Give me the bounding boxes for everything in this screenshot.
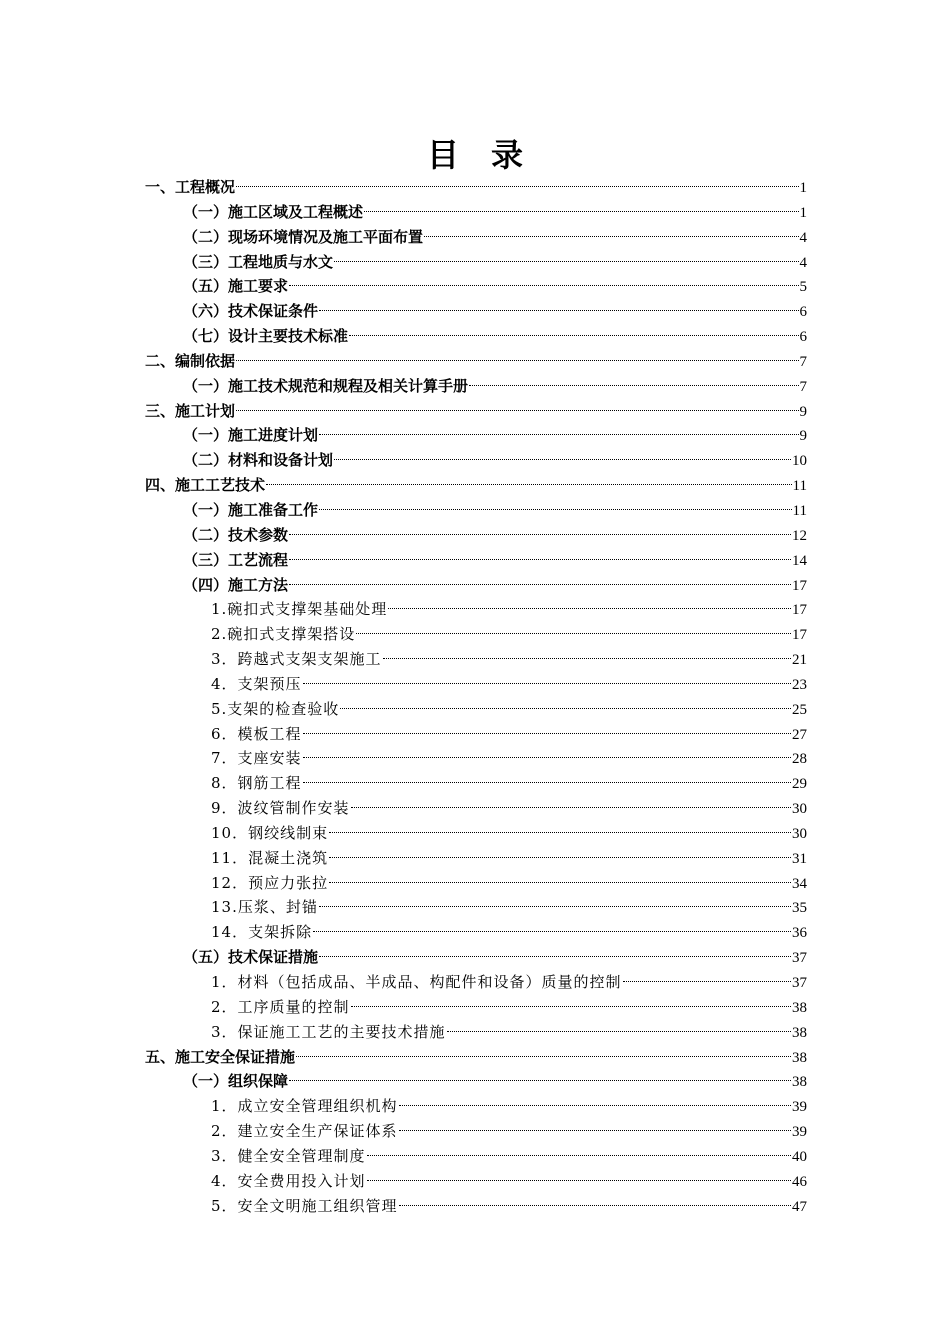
- dot-leader: [399, 1205, 791, 1206]
- toc-entry-page-number: 5: [799, 279, 807, 296]
- toc-entry[interactable]: [145, 871, 807, 896]
- toc-entry-label: 二、编制依据: [145, 351, 236, 370]
- toc-entry-page-number: 31: [792, 850, 807, 867]
- dot-leader: [303, 782, 791, 783]
- toc-entry[interactable]: [145, 796, 807, 821]
- toc-entry[interactable]: [145, 399, 807, 424]
- toc-entry-label: 4．安全费用投入计划: [211, 1171, 366, 1190]
- toc-entry[interactable]: [145, 473, 807, 498]
- dot-leader: [349, 335, 798, 336]
- toc-entry-label: 9．波纹管制作安装: [211, 799, 350, 818]
- toc-entry-label: 1.碗扣式支撑架基础处理: [211, 600, 388, 619]
- toc-entry-page-number: 38: [792, 1049, 807, 1066]
- toc-entry-label: 2．建立安全生产保证体系: [211, 1122, 398, 1141]
- toc-entry[interactable]: [145, 697, 807, 722]
- toc-entry-label: 五、施工安全保证措施: [145, 1047, 296, 1066]
- toc-entry-label: 1．材料（包括成品、半成品、构配件和设备）质量的控制: [211, 973, 622, 991]
- toc-entry-label: 1．成立安全管理组织机构: [211, 1097, 398, 1116]
- dot-leader: [340, 708, 791, 709]
- toc-entry-page-number: 46: [792, 1173, 807, 1190]
- dot-leader: [319, 310, 798, 311]
- toc-entry-label: （三）工艺流程: [183, 550, 289, 569]
- toc-entry-page-number: 40: [792, 1148, 807, 1165]
- dot-leader: [469, 385, 798, 386]
- toc-entry-page-number: 30: [792, 825, 807, 842]
- dot-leader: [356, 633, 791, 634]
- toc-entry-page-number: 1: [799, 180, 807, 196]
- dot-leader: [313, 931, 791, 932]
- dot-leader: [319, 956, 791, 957]
- toc-entry[interactable]: [145, 498, 807, 523]
- dot-leader: [319, 434, 798, 435]
- toc-entry[interactable]: [145, 597, 807, 622]
- toc-entry-label: 5.支架的检查验收: [211, 699, 340, 718]
- toc-entry-page-number: 4: [799, 229, 807, 246]
- toc-entry-label: 14．支架拆除: [211, 923, 313, 942]
- toc-entry-label: （二）技术参数: [183, 525, 289, 544]
- toc-entry[interactable]: [145, 746, 807, 771]
- toc-entry-page-number: 11: [792, 478, 807, 495]
- toc-entry-page-number: 11: [792, 502, 807, 519]
- toc-entry[interactable]: [145, 1094, 807, 1119]
- toc-entry-page-number: 6: [799, 304, 807, 321]
- toc-entry-label: （二）现场环境情况及施工平面布置: [183, 227, 424, 246]
- toc-entry[interactable]: [145, 970, 807, 995]
- toc-entry-page-number: 35: [792, 900, 807, 917]
- toc-entry[interactable]: [145, 1169, 807, 1194]
- dot-leader: [364, 211, 798, 212]
- toc-entry-page-number: 17: [792, 627, 807, 644]
- dot-leader: [351, 807, 791, 808]
- toc-entry-page-number: 36: [792, 925, 807, 942]
- toc-entry[interactable]: [145, 722, 807, 747]
- toc-entry[interactable]: [145, 250, 807, 275]
- dot-leader: [289, 559, 791, 560]
- dot-leader: [319, 509, 792, 510]
- dot-leader: [296, 1056, 791, 1057]
- toc-entry[interactable]: [145, 200, 807, 225]
- toc-entry-page-number: 38: [792, 1074, 807, 1091]
- dot-leader: [303, 757, 791, 758]
- toc-entry-label: 5．安全文明施工组织管理: [211, 1196, 398, 1215]
- toc-entry[interactable]: [145, 349, 807, 374]
- toc-entry[interactable]: [145, 846, 807, 871]
- toc-entry-page-number: 28: [792, 751, 807, 768]
- toc-entry[interactable]: [145, 1119, 807, 1144]
- toc-entry[interactable]: [145, 523, 807, 548]
- dot-leader: [236, 186, 798, 187]
- toc-entry[interactable]: [145, 573, 807, 598]
- dot-leader: [329, 832, 791, 833]
- toc-entry-page-number: 6: [799, 329, 807, 346]
- toc-entry-label: （七）设计主要技术标准: [183, 327, 349, 346]
- toc-entry-label: （六）技术保证条件: [183, 302, 319, 321]
- dot-leader: [329, 857, 791, 858]
- toc-entry[interactable]: [145, 548, 807, 573]
- toc-entry-page-number: 21: [792, 652, 807, 669]
- toc-entry-page-number: 34: [792, 875, 807, 892]
- toc-entry[interactable]: [145, 1069, 807, 1094]
- toc-entry-label: （一）施工技术规范和规程及相关计算手册: [183, 376, 469, 395]
- dot-leader: [266, 484, 792, 485]
- toc-entry-label: 11．混凝土浇筑: [211, 848, 329, 867]
- toc-entry-label: 7．支座安装: [211, 749, 302, 768]
- toc-entry[interactable]: [145, 274, 807, 299]
- toc-entry[interactable]: [145, 175, 807, 200]
- toc-entry-label: （四）施工方法: [183, 575, 289, 594]
- toc-entry-page-number: 9: [799, 428, 807, 445]
- toc-entry-label: 8．钢筋工程: [211, 774, 302, 793]
- toc-entry-label: （五）施工要求: [183, 277, 289, 296]
- toc-entry-label: 四、施工工艺技术: [145, 476, 266, 495]
- toc-entry-page-number: 1: [799, 204, 807, 221]
- toc-entry-label: 三、施工计划: [145, 401, 236, 420]
- toc-entry-page-number: 39: [792, 1099, 807, 1116]
- dot-leader: [334, 459, 791, 460]
- toc-entry-label: 6．模板工程: [211, 724, 302, 743]
- toc-entry-label: 13.压浆、封锚: [211, 898, 318, 917]
- dot-leader: [303, 733, 791, 734]
- toc-entry-page-number: 17: [792, 602, 807, 619]
- toc-entry[interactable]: [145, 895, 807, 920]
- toc-entry-label: （一）施工进度计划: [183, 426, 319, 445]
- toc-entry-label: 一、工程概况: [145, 178, 236, 196]
- dot-leader: [623, 981, 791, 982]
- toc-entry[interactable]: [145, 920, 807, 945]
- toc-entry-label: 3．跨越式支架支架施工: [211, 650, 382, 669]
- toc-entry-page-number: 27: [792, 726, 807, 743]
- toc-title: 目 录: [426, 136, 523, 174]
- toc-entry[interactable]: [145, 1020, 807, 1045]
- dot-leader: [289, 584, 791, 585]
- dot-leader: [424, 236, 798, 237]
- toc-entry-page-number: 25: [792, 701, 807, 718]
- toc-entry-label: （一）施工区域及工程概述: [183, 202, 364, 221]
- toc-entry-page-number: 30: [792, 801, 807, 818]
- toc-entry-page-number: 14: [792, 552, 807, 569]
- toc-entry[interactable]: [145, 821, 807, 846]
- toc-entry-page-number: 29: [792, 776, 807, 793]
- dot-leader: [351, 1006, 791, 1007]
- toc-entry[interactable]: [145, 622, 807, 647]
- toc-entry-label: 3．健全安全管理制度: [211, 1146, 366, 1165]
- toc-entry[interactable]: [145, 374, 807, 399]
- dot-leader: [367, 1180, 791, 1181]
- toc-entry-label: （一）组织保障: [183, 1072, 289, 1091]
- toc-entry-page-number: 7: [799, 378, 807, 395]
- dot-leader: [236, 410, 798, 411]
- toc-entry[interactable]: [145, 1045, 807, 1070]
- toc-entry[interactable]: [145, 225, 807, 250]
- toc-entry-label: 4．支架预压: [211, 674, 302, 693]
- toc-entry-label: 2.碗扣式支撑架搭设: [211, 625, 356, 644]
- toc-entry[interactable]: [145, 995, 807, 1020]
- toc-entry[interactable]: [145, 945, 807, 970]
- toc-entry-page-number: 38: [792, 1024, 807, 1041]
- toc-entry-page-number: 37: [792, 950, 807, 967]
- toc-entry-label: 3．保证施工工艺的主要技术措施: [211, 1022, 446, 1041]
- toc-entry[interactable]: [145, 1194, 807, 1219]
- toc-entry[interactable]: [145, 448, 807, 473]
- toc-entry-page-number: 38: [792, 999, 807, 1016]
- toc-entry-page-number: 37: [792, 975, 807, 991]
- dot-leader: [319, 906, 791, 907]
- toc-entry[interactable]: [145, 423, 807, 448]
- toc-entry-page-number: 9: [799, 403, 807, 420]
- dot-leader: [399, 1105, 791, 1106]
- toc-entry-page-number: 23: [792, 676, 807, 693]
- toc-entry-page-number: 12: [792, 527, 807, 544]
- toc-entry[interactable]: [145, 771, 807, 796]
- toc-entry-page-number: 7: [799, 353, 807, 370]
- dot-leader: [289, 1080, 791, 1081]
- toc-entry-page-number: 17: [792, 577, 807, 594]
- toc-entry-label: （二）材料和设备计划: [183, 451, 334, 470]
- toc-entry-label: 12．预应力张拉: [211, 873, 329, 892]
- dot-leader: [399, 1130, 791, 1131]
- toc-entry[interactable]: [145, 299, 807, 324]
- toc-entry-label: （一）施工准备工作: [183, 500, 319, 519]
- toc-entry-page-number: 10: [792, 453, 807, 470]
- toc-entry-label: （五）技术保证措施: [183, 948, 319, 967]
- dot-leader: [388, 608, 791, 609]
- dot-leader: [329, 882, 791, 883]
- toc-entry[interactable]: [145, 647, 807, 672]
- toc-entry-page-number: 4: [799, 254, 807, 271]
- dot-leader: [383, 658, 791, 659]
- toc-entry[interactable]: [145, 672, 807, 697]
- toc-entry[interactable]: [145, 1144, 807, 1169]
- toc-entry-page-number: 47: [792, 1198, 807, 1215]
- toc-entry-label: （三）工程地质与水文: [183, 252, 334, 271]
- dot-leader: [289, 534, 791, 535]
- toc-entry[interactable]: [145, 324, 807, 349]
- table-of-contents: [145, 175, 807, 1218]
- toc-entry-page-number: 39: [792, 1124, 807, 1141]
- dot-leader: [303, 683, 791, 684]
- dot-leader: [289, 285, 798, 286]
- dot-leader: [367, 1155, 791, 1156]
- dot-leader: [447, 1031, 791, 1032]
- toc-entry-label: 2．工序质量的控制: [211, 997, 350, 1016]
- dot-leader: [236, 360, 798, 361]
- toc-entry-label: 10．钢绞线制束: [211, 823, 329, 842]
- dot-leader: [334, 261, 798, 262]
